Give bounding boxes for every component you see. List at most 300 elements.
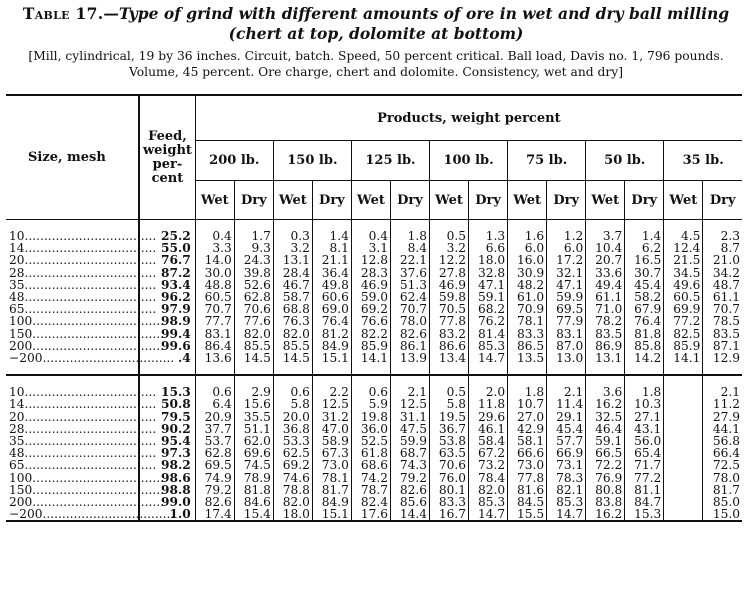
value-cell: 83.3 [508, 328, 547, 340]
header-dry: Dry [547, 181, 586, 220]
value-cell: 69.0 [312, 303, 351, 315]
header-load: 125 lb. [351, 141, 429, 181]
header-load: 75 lb. [508, 141, 586, 181]
value-cell: 78.5 [703, 315, 742, 327]
value-cell: 78.9 [234, 472, 273, 484]
value-cell: 21.5 [664, 254, 703, 266]
value-cell: 2.2 [312, 386, 351, 398]
value-cell: 62.8 [234, 291, 273, 303]
value-cell: 82.6 [390, 484, 429, 496]
value-cell: 85.0 [703, 496, 742, 508]
size-cell: 35.................................. [9, 277, 157, 292]
value-cell: 83.5 [586, 328, 625, 340]
value-cell: 82.0 [469, 484, 508, 496]
value-cell: 59.8 [430, 291, 469, 303]
value-cell: 81.4 [469, 328, 508, 340]
value-cell: 71.7 [625, 459, 664, 471]
value-cell: 15.1 [312, 352, 351, 364]
value-cell: 65.4 [625, 447, 664, 459]
value-cell: 1.6 [508, 230, 547, 242]
value-cell: 16.7 [430, 508, 469, 521]
value-cell: 84.9 [312, 340, 351, 352]
value-cell: 76.0 [430, 472, 469, 484]
size-cell: 100.................................. [9, 470, 164, 485]
header-size: Size, mesh [6, 95, 139, 220]
value-cell: 24.3 [234, 254, 273, 266]
value-cell: 77.2 [625, 472, 664, 484]
value-cell: 3.2 [273, 242, 312, 254]
value-cell: 2.3 [703, 230, 742, 242]
value-cell: 0.5 [430, 386, 469, 398]
value-cell: 30.9 [508, 267, 547, 279]
value-cell: 47.0 [312, 423, 351, 435]
value-cell: 42.9 [508, 423, 547, 435]
value-cell: 1.3 [469, 230, 508, 242]
value-cell: 22.1 [390, 254, 429, 266]
size-cell: 14.................................. [9, 397, 157, 412]
feed-cell: 97.9 [139, 303, 195, 315]
value-cell [664, 411, 703, 423]
value-cell [664, 398, 703, 410]
value-cell: 18.0 [469, 254, 508, 266]
size-cell: −200.................................. [9, 351, 175, 366]
value-cell: 13.5 [508, 352, 547, 364]
value-cell [664, 496, 703, 508]
value-cell [664, 484, 703, 496]
value-cell: 29.6 [469, 411, 508, 423]
value-cell: 44.1 [703, 423, 742, 435]
value-cell: 85.8 [625, 340, 664, 352]
feed-cell: 99.0 [139, 496, 195, 508]
table-body [6, 220, 742, 522]
value-cell: 48.8 [195, 279, 234, 291]
value-cell: 1.8 [508, 386, 547, 398]
header-wet: Wet [351, 181, 390, 220]
value-cell: 10.4 [586, 242, 625, 254]
feed-cell: .4 [139, 352, 195, 364]
value-cell: 46.1 [469, 423, 508, 435]
size-cell: 10.................................. [9, 385, 157, 400]
value-cell: 66.6 [508, 447, 547, 459]
value-cell: 78.3 [547, 472, 586, 484]
value-cell: 85.9 [664, 340, 703, 352]
value-cell: 67.3 [312, 447, 351, 459]
value-cell: 77.9 [547, 315, 586, 327]
value-cell: 30.7 [625, 267, 664, 279]
value-cell: 59.9 [390, 435, 429, 447]
value-cell: 3.1 [351, 242, 390, 254]
feed-cell: 50.8 [139, 398, 195, 410]
value-cell: 62.0 [234, 435, 273, 447]
value-cell: 87.1 [703, 340, 742, 352]
value-cell: 53.8 [430, 435, 469, 447]
size-cell: 65.................................. [9, 458, 157, 473]
value-cell [664, 386, 703, 398]
header-load: 150 lb. [273, 141, 351, 181]
header-dry: Dry [625, 181, 664, 220]
value-cell: 71.0 [586, 303, 625, 315]
value-cell: 77.6 [234, 315, 273, 327]
value-cell: 62.5 [273, 447, 312, 459]
value-cell: 3.6 [586, 386, 625, 398]
table-row [6, 352, 742, 364]
value-cell: 1.4 [312, 230, 351, 242]
value-cell: 15.3 [625, 508, 664, 521]
value-cell: 82.2 [351, 328, 390, 340]
table-row [6, 508, 742, 521]
value-cell: 12.5 [390, 398, 429, 410]
value-cell: 59.0 [351, 291, 390, 303]
value-cell: 85.9 [351, 340, 390, 352]
value-cell: 77.8 [508, 472, 547, 484]
value-cell: 6.4 [195, 398, 234, 410]
value-cell: 1.8 [390, 230, 429, 242]
value-cell: 12.9 [703, 352, 742, 364]
value-cell: 28.3 [351, 267, 390, 279]
value-cell: 86.4 [195, 340, 234, 352]
value-cell: 61.1 [703, 291, 742, 303]
value-cell: 43.1 [625, 423, 664, 435]
value-cell: 13.0 [547, 352, 586, 364]
value-cell: 85.3 [469, 496, 508, 508]
value-cell: 73.0 [508, 459, 547, 471]
value-cell: 14.7 [469, 508, 508, 521]
value-cell: 78.7 [351, 484, 390, 496]
feed-cell: 98.8 [139, 484, 195, 496]
value-cell: 85.3 [469, 340, 508, 352]
value-cell: 69.5 [195, 459, 234, 471]
value-cell: 69.2 [273, 459, 312, 471]
value-cell: 87.0 [547, 340, 586, 352]
value-cell: 45.4 [547, 423, 586, 435]
value-cell: 1.2 [547, 230, 586, 242]
value-cell: 61.0 [508, 291, 547, 303]
value-cell: 77.7 [195, 315, 234, 327]
value-cell: 0.5 [430, 230, 469, 242]
value-cell: 78.2 [586, 315, 625, 327]
value-cell: 46.4 [586, 423, 625, 435]
value-cell: 2.0 [469, 386, 508, 398]
feed-cell: 25.2 [139, 230, 195, 242]
header-dry: Dry [469, 181, 508, 220]
value-cell: 68.8 [273, 303, 312, 315]
value-cell: 6.6 [469, 242, 508, 254]
value-cell: 78.1 [312, 472, 351, 484]
value-cell: 19.5 [430, 411, 469, 423]
value-cell: 84.9 [312, 496, 351, 508]
header-load: 35 lb. [664, 141, 742, 181]
value-cell: 72.2 [586, 459, 625, 471]
value-cell: 51.3 [390, 279, 429, 291]
feed-cell: 79.5 [139, 411, 195, 423]
value-cell: 60.6 [312, 291, 351, 303]
value-cell: 62.4 [390, 291, 429, 303]
value-cell: 74.3 [390, 459, 429, 471]
value-cell: 82.0 [234, 328, 273, 340]
value-cell: 18.0 [273, 508, 312, 521]
value-cell: 81.7 [312, 484, 351, 496]
value-cell: 14.2 [625, 352, 664, 364]
size-cell: 100.................................. [9, 314, 164, 329]
feed-cell: 98.9 [139, 315, 195, 327]
value-cell: 82.0 [273, 496, 312, 508]
value-cell: 0.3 [273, 230, 312, 242]
size-cell: 200.................................. [9, 495, 164, 510]
value-cell: 82.6 [195, 496, 234, 508]
value-cell: 1.4 [625, 230, 664, 242]
value-cell: 31.1 [390, 411, 429, 423]
value-cell: 73.2 [469, 459, 508, 471]
value-cell: 0.6 [351, 386, 390, 398]
value-cell: 58.9 [312, 435, 351, 447]
header-load: 100 lb. [430, 141, 508, 181]
value-cell: 76.6 [351, 315, 390, 327]
value-cell: 3.3 [195, 242, 234, 254]
value-cell: 13.1 [586, 352, 625, 364]
value-cell: 20.9 [195, 411, 234, 423]
feed-cell: 15.3 [139, 386, 195, 398]
value-cell: 79.2 [195, 484, 234, 496]
size-cell: 48.................................. [9, 446, 157, 461]
value-cell: 12.2 [430, 254, 469, 266]
value-cell: 58.4 [469, 435, 508, 447]
value-cell: 35.5 [234, 411, 273, 423]
value-cell: 60.5 [195, 291, 234, 303]
table-number: Table 17. [22, 4, 104, 23]
feed-cell: 1.0 [139, 508, 195, 521]
value-cell: 67.9 [625, 303, 664, 315]
value-cell: 8.7 [703, 242, 742, 254]
value-cell: 32.5 [586, 411, 625, 423]
value-cell: 6.0 [547, 242, 586, 254]
value-cell: 58.7 [273, 291, 312, 303]
value-cell: 12.5 [312, 398, 351, 410]
size-cell: 35.................................. [9, 434, 157, 449]
value-cell: 15.1 [312, 508, 351, 521]
value-cell: 1.8 [625, 386, 664, 398]
value-cell: 79.2 [390, 472, 429, 484]
value-cell: 11.4 [547, 398, 586, 410]
value-cell: 69.9 [664, 303, 703, 315]
value-cell: 36.8 [273, 423, 312, 435]
header-load: 200 lb. [195, 141, 273, 181]
value-cell: 2.1 [547, 386, 586, 398]
header-feed: Feed, weight per- cent [139, 95, 195, 220]
value-cell: 27.1 [625, 411, 664, 423]
value-cell: 76.3 [273, 315, 312, 327]
value-cell: 76.4 [625, 315, 664, 327]
size-cell: 28.................................. [9, 265, 157, 280]
value-cell: 46.9 [430, 279, 469, 291]
value-cell: 17.4 [195, 508, 234, 521]
feed-cell: 55.0 [139, 242, 195, 254]
value-cell: 59.1 [469, 291, 508, 303]
header-dry: Dry [390, 181, 429, 220]
value-cell [664, 423, 703, 435]
value-cell: 37.7 [195, 423, 234, 435]
value-cell: 86.9 [586, 340, 625, 352]
value-cell: 3.2 [430, 242, 469, 254]
value-cell: 84.7 [625, 496, 664, 508]
table-note: [Mill, cylindrical, 19 by 36 inches. Circuit, batch. Speed, 50 percent critical. Ball load, Davis no. 1, 796 pounds. Volume, 45 percent. Ore charge, chert and dolomite. Consistency, wet and dry] [28, 49, 724, 79]
value-cell: 36.0 [351, 423, 390, 435]
value-cell: 74.5 [234, 459, 273, 471]
value-cell: 53.7 [195, 435, 234, 447]
header-wet: Wet [273, 181, 312, 220]
value-cell: 86.6 [430, 340, 469, 352]
size-cell: 14.................................. [9, 241, 157, 256]
value-cell [664, 472, 703, 484]
value-cell: 80.8 [586, 484, 625, 496]
header-products: Products, weight percent [195, 95, 742, 141]
grind-table [6, 94, 742, 522]
value-cell: 30.0 [195, 267, 234, 279]
header-wet: Wet [664, 181, 703, 220]
value-cell: 48.2 [508, 279, 547, 291]
value-cell: 49.6 [664, 279, 703, 291]
value-cell: 51.1 [234, 423, 273, 435]
value-cell: 74.6 [273, 472, 312, 484]
value-cell: 70.7 [390, 303, 429, 315]
feed-cell: 93.4 [139, 279, 195, 291]
header-dry: Dry [703, 181, 742, 220]
value-cell: 76.9 [586, 472, 625, 484]
value-cell: 83.2 [430, 328, 469, 340]
value-cell: 2.9 [234, 386, 273, 398]
value-cell: 6.0 [508, 242, 547, 254]
value-cell: 73.1 [547, 459, 586, 471]
value-cell: 77.8 [430, 315, 469, 327]
value-cell: 32.1 [547, 267, 586, 279]
value-cell: 15.6 [234, 398, 273, 410]
value-cell: 48.7 [703, 279, 742, 291]
value-cell: 8.4 [390, 242, 429, 254]
value-cell: 80.1 [430, 484, 469, 496]
value-cell: 27.8 [430, 267, 469, 279]
value-cell: 86.5 [508, 340, 547, 352]
feed-cell: 95.4 [139, 435, 195, 447]
feed-cell: 96.2 [139, 291, 195, 303]
value-cell: 3.7 [586, 230, 625, 242]
feed-cell: 99.6 [139, 340, 195, 352]
value-cell: 14.7 [547, 508, 586, 521]
value-cell: 2.1 [390, 386, 429, 398]
value-cell: 73.0 [312, 459, 351, 471]
feed-cell: 90.2 [139, 423, 195, 435]
value-cell: 13.6 [195, 352, 234, 364]
value-cell: 82.1 [547, 484, 586, 496]
value-cell: 70.6 [430, 459, 469, 471]
value-cell: 13.9 [390, 352, 429, 364]
value-cell: 81.1 [625, 484, 664, 496]
value-cell: 67.2 [469, 447, 508, 459]
value-cell: 78.0 [703, 472, 742, 484]
value-cell: 14.1 [664, 352, 703, 364]
value-cell: 28.4 [273, 267, 312, 279]
size-cell: 28.................................. [9, 421, 157, 436]
size-cell: 20.................................. [9, 253, 157, 268]
value-cell: 82.5 [664, 328, 703, 340]
value-cell: 16.0 [508, 254, 547, 266]
value-cell: 5.8 [273, 398, 312, 410]
header-dry: Dry [312, 181, 351, 220]
value-cell: 84.5 [508, 496, 547, 508]
value-cell: 14.5 [273, 352, 312, 364]
value-cell: 66.9 [547, 447, 586, 459]
value-cell: 17.6 [351, 508, 390, 521]
value-cell: 69.2 [351, 303, 390, 315]
value-cell: 83.1 [195, 328, 234, 340]
value-cell: 20.0 [273, 411, 312, 423]
value-cell: 2.1 [703, 386, 742, 398]
value-cell: 53.3 [273, 435, 312, 447]
value-cell: 14.5 [234, 352, 273, 364]
value-cell: 52.5 [351, 435, 390, 447]
size-cell: −200.................................. [9, 507, 175, 522]
value-cell: 78.4 [469, 472, 508, 484]
size-cell: 20.................................. [9, 409, 157, 424]
value-cell: 69.5 [547, 303, 586, 315]
value-cell: 14.1 [351, 352, 390, 364]
value-cell: 21.0 [703, 254, 742, 266]
value-cell: 58.1 [508, 435, 547, 447]
value-cell: 82.4 [351, 496, 390, 508]
value-cell: 12.4 [664, 242, 703, 254]
value-cell: 70.5 [430, 303, 469, 315]
value-cell: 68.6 [351, 459, 390, 471]
header-wet: Wet [195, 181, 234, 220]
value-cell: 70.7 [703, 303, 742, 315]
value-cell: 4.5 [664, 230, 703, 242]
value-cell: 60.5 [664, 291, 703, 303]
value-cell [664, 508, 703, 521]
value-cell: 0.4 [351, 230, 390, 242]
value-cell: 68.2 [469, 303, 508, 315]
header-dry: Dry [234, 181, 273, 220]
value-cell: 29.1 [547, 411, 586, 423]
feed-cell: 99.4 [139, 328, 195, 340]
header-wet: Wet [508, 181, 547, 220]
value-cell: 70.9 [508, 303, 547, 315]
value-cell [664, 435, 703, 447]
size-cell: 10.................................. [9, 229, 157, 243]
value-cell [664, 447, 703, 459]
value-cell: 83.1 [547, 328, 586, 340]
value-cell: 57.7 [547, 435, 586, 447]
value-cell: 46.9 [351, 279, 390, 291]
value-cell: 6.2 [625, 242, 664, 254]
value-cell: 31.2 [312, 411, 351, 423]
value-cell: 77.2 [664, 315, 703, 327]
value-cell: 17.2 [547, 254, 586, 266]
value-cell: 19.8 [351, 411, 390, 423]
value-cell: 5.8 [430, 398, 469, 410]
value-cell: 69.6 [234, 447, 273, 459]
value-cell: 0.6 [273, 386, 312, 398]
value-cell: 86.1 [390, 340, 429, 352]
value-cell: 72.5 [703, 459, 742, 471]
value-cell: 0.4 [195, 230, 234, 242]
value-cell: 1.7 [234, 230, 273, 242]
value-cell: 15.4 [234, 508, 273, 521]
value-cell: 61.8 [351, 447, 390, 459]
value-cell: 59.9 [547, 291, 586, 303]
value-cell: 14.7 [469, 352, 508, 364]
value-cell: 58.2 [625, 291, 664, 303]
value-cell: 15.0 [703, 508, 742, 521]
value-cell: 13.1 [273, 254, 312, 266]
value-cell: 68.7 [390, 447, 429, 459]
